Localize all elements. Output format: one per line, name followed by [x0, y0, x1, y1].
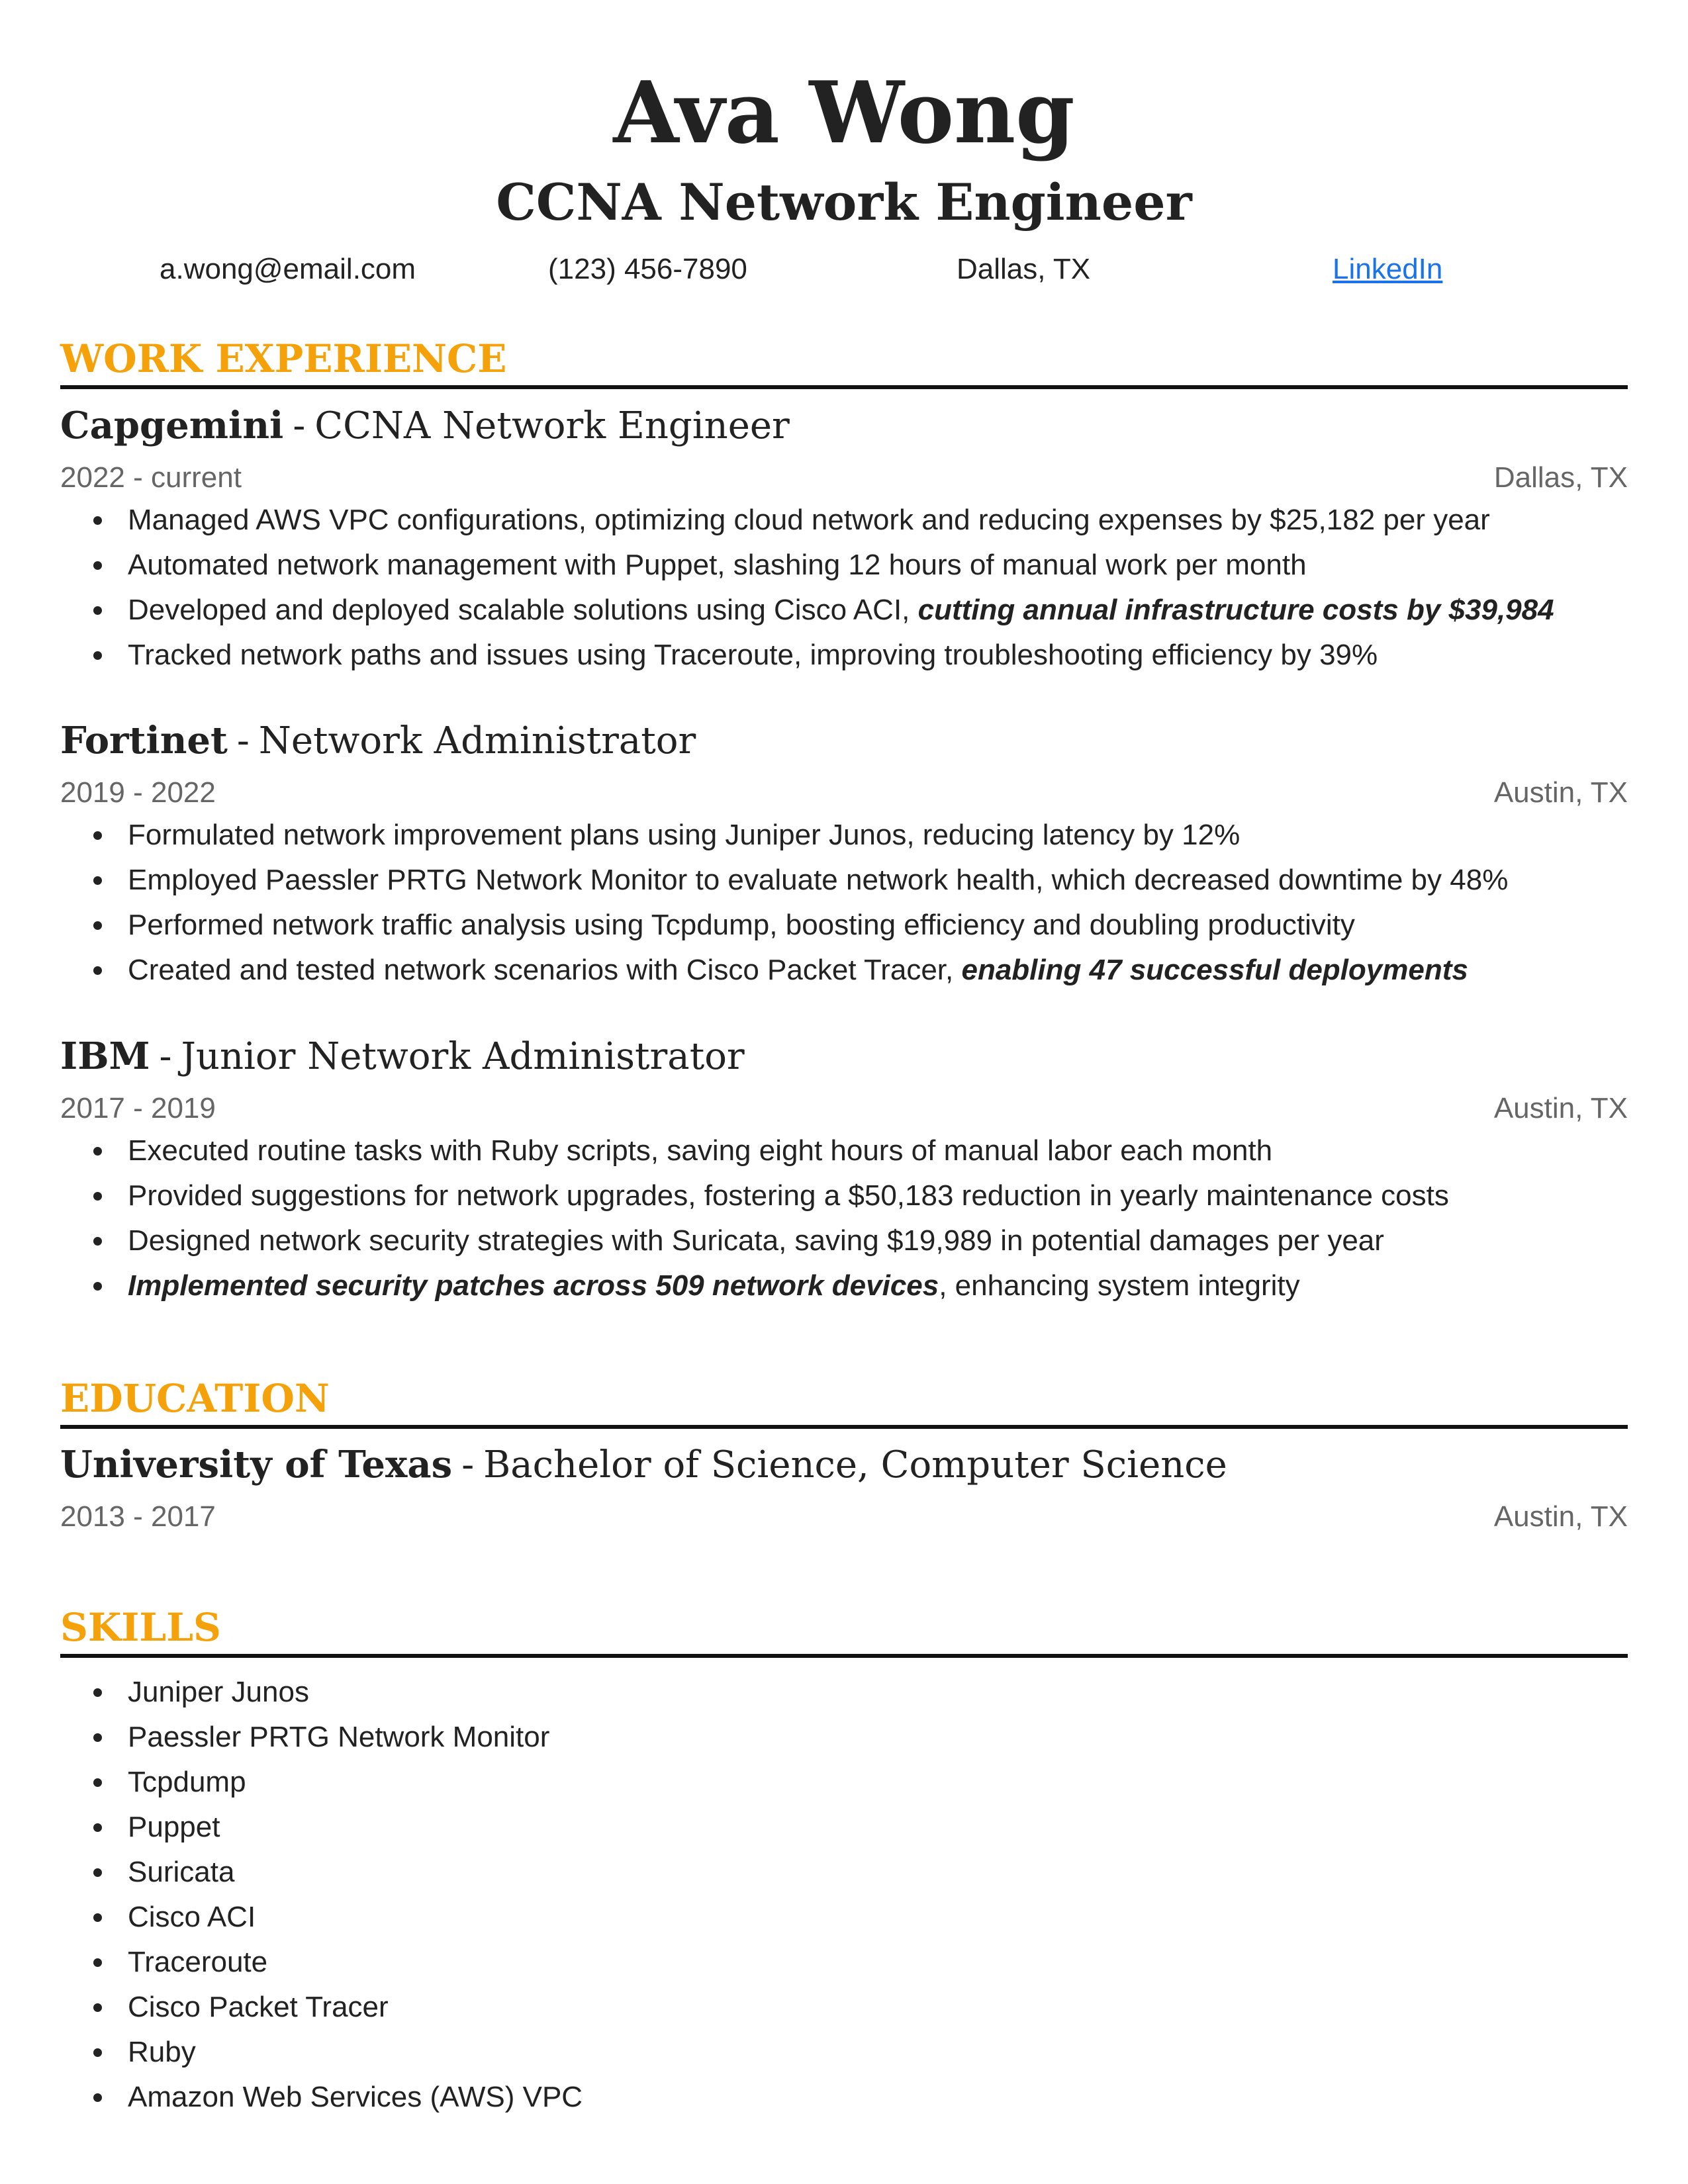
- list-item: Cisco Packet Tracer: [60, 1985, 1628, 2030]
- section-divider: [60, 1654, 1628, 1658]
- company-name: Fortinet: [60, 719, 228, 762]
- job-dates: 2019 - 2022: [60, 776, 216, 809]
- list-item: Performed network traffic analysis using Tcpdump, boosting efficiency and doubling productivity: [60, 903, 1628, 948]
- list-item: Suricata: [60, 1850, 1628, 1895]
- list-item: Designed network security strategies with Suricata, saving $19,989 in potential damages per year: [60, 1218, 1628, 1263]
- job-header: [60, 717, 696, 765]
- list-item: Executed routine tasks with Ruby scripts, saving eight hours of manual labor each month: [60, 1128, 1628, 1173]
- job-header: [60, 402, 790, 450]
- list-item: Juniper Junos: [60, 1670, 1628, 1715]
- job-dates: 2017 - 2019: [60, 1092, 216, 1124]
- list-item: Employed Paessler PRTG Network Monitor to evaluate network health, which decreased downtime by 48%: [60, 858, 1628, 903]
- separator: -: [236, 719, 250, 762]
- list-item: Puppet: [60, 1805, 1628, 1850]
- job-meta: [60, 1089, 1628, 1128]
- list-item: Automated network management with Puppet, slashing 12 hours of manual work per month: [60, 543, 1628, 588]
- education-meta: [60, 1497, 1628, 1537]
- job-location: Austin, TX: [1493, 1092, 1628, 1124]
- degree-text: Bachelor of Science, Computer Science: [483, 1443, 1227, 1486]
- job-header: [60, 1032, 745, 1081]
- list-item: Amazon Web Services (AWS) VPC: [60, 2075, 1628, 2120]
- candidate-title: CCNA Network Engineer: [496, 173, 1192, 232]
- job-location: Dallas, TX: [1493, 461, 1628, 494]
- separator: -: [293, 404, 306, 447]
- section-title-education: EDUCATION: [60, 1376, 330, 1421]
- list-item: Managed AWS VPC configurations, optimizing cloud network and reducing expenses by $25,182 per year: [60, 498, 1628, 543]
- candidate-name: Ava Wong: [613, 64, 1075, 163]
- separator: -: [461, 1443, 475, 1486]
- job-bullets: [60, 1128, 1628, 1308]
- job-bullets: [60, 813, 1628, 993]
- contact-bar: [60, 246, 1628, 293]
- list-item: Tracked network paths and issues using Traceroute, improving troubleshooting efficiency by 39%: [60, 633, 1628, 678]
- job-role: Junior Network Administrator: [181, 1035, 745, 1078]
- location-text: Dallas, TX: [957, 253, 1091, 285]
- list-item: Tcpdump: [60, 1760, 1628, 1805]
- email-text: a.wong@email.com: [160, 253, 416, 285]
- job-role: Network Administrator: [258, 719, 696, 762]
- education-dates: 2013 - 2017: [60, 1500, 216, 1533]
- education-header: [60, 1441, 1227, 1489]
- linkedin-link[interactable]: LinkedIn: [1333, 253, 1443, 285]
- list-item: Provided suggestions for network upgrades, fostering a $50,183 reduction in yearly maintenance costs: [60, 1173, 1628, 1218]
- list-item: Implemented security patches across 509 network devices, enhancing system integrity: [60, 1263, 1628, 1308]
- job-role: CCNA Network Engineer: [314, 404, 790, 447]
- job-bullets: [60, 498, 1628, 678]
- separator: -: [159, 1035, 172, 1078]
- list-item: Created and tested network scenarios with Cisco Packet Tracer, enabling 47 successful deployments: [60, 948, 1628, 993]
- section-title-work: WORK EXPERIENCE: [60, 336, 507, 381]
- list-item: Ruby: [60, 2030, 1628, 2075]
- job-location: Austin, TX: [1493, 776, 1628, 809]
- job-meta: [60, 458, 1628, 498]
- list-item: Paessler PRTG Network Monitor: [60, 1715, 1628, 1760]
- company-name: IBM: [60, 1034, 150, 1078]
- job-meta: [60, 773, 1628, 813]
- phone-text: (123) 456-7890: [548, 253, 747, 285]
- education-location: Austin, TX: [1493, 1500, 1628, 1533]
- section-divider: [60, 1425, 1628, 1429]
- list-item: Traceroute: [60, 1940, 1628, 1985]
- list-item: Cisco ACI: [60, 1895, 1628, 1940]
- section-title-skills: SKILLS: [60, 1605, 221, 1650]
- list-item: Formulated network improvement plans using Juniper Junos, reducing latency by 12%: [60, 813, 1628, 858]
- job-dates: 2022 - current: [60, 461, 242, 494]
- skills-list: [60, 1670, 1628, 2120]
- resume-page: [60, 0, 1628, 2184]
- company-name: Capgemini: [60, 404, 284, 447]
- school-name: University of Texas: [60, 1443, 453, 1486]
- section-divider: [60, 385, 1628, 389]
- list-item: Developed and deployed scalable solutions using Cisco ACI, cutting annual infrastructure costs by $39,984: [60, 588, 1628, 633]
